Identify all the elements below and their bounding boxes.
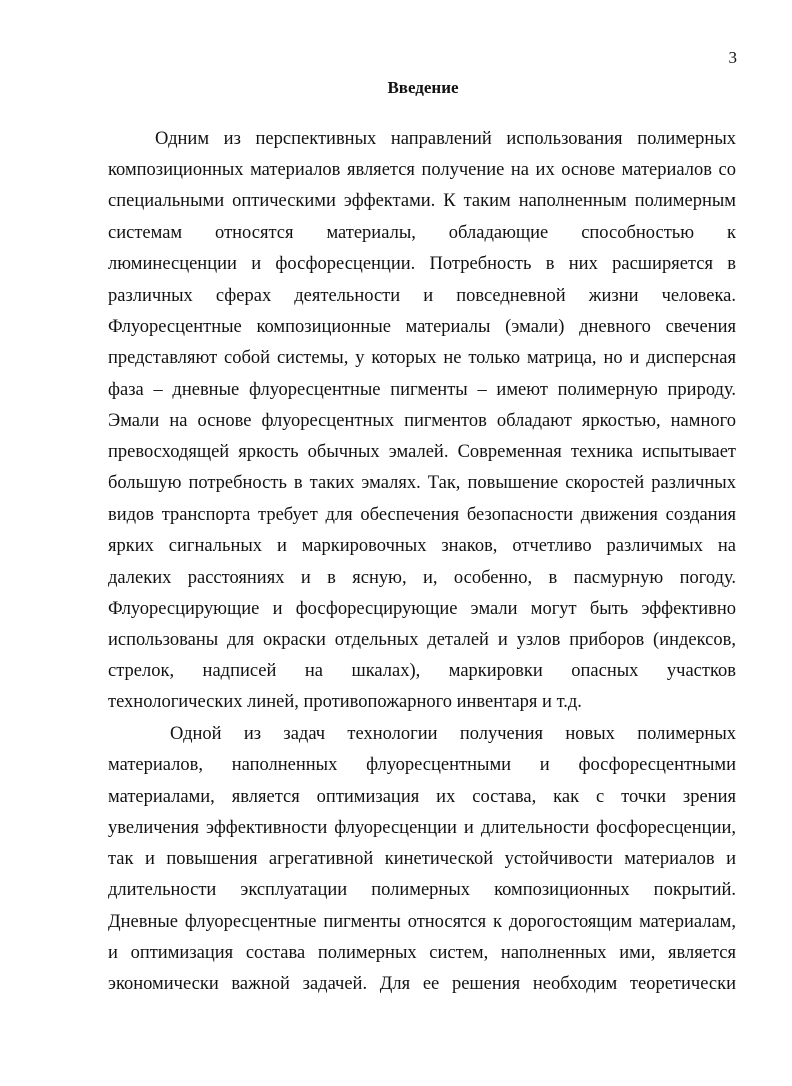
paragraph-2-line-8: и оптимизация состава полимерных систем, наполненных ими, является bbox=[108, 943, 736, 963]
paragraph-2-line-4: увеличения эффективности флуоресценции и длительности фосфоресценции, bbox=[108, 818, 736, 838]
paragraph-1-line-18: стрелок, надписей на шкалах), маркировки опасных участков bbox=[108, 661, 736, 681]
paragraph-1-line-4: системам относятся материалы, обладающие способностью к bbox=[108, 223, 736, 243]
paragraph-2-line-3: материалами, является оптимизация их состава, как с точки зрения bbox=[108, 787, 736, 807]
paragraph-1-line-16: Флуоресцирующие и фосфоресцирующие эмали могут быть эффективно bbox=[108, 599, 736, 619]
paragraph-2-line-6: длительности эксплуатации полимерных композиционных покрытий. bbox=[108, 880, 736, 900]
paragraph-1-line-14: ярких сигнальных и маркировочных знаков, отчетливо различимых на bbox=[108, 536, 736, 556]
paragraph-2-line-9: экономически важной задачей. Для ее решения необходим теоретически bbox=[108, 974, 736, 994]
paragraph-1-line-15: далеких расстояниях и в ясную, и, особенно, в пасмурную погоду. bbox=[108, 568, 736, 588]
paragraph-1-line-5: люминесценции и фосфоресценции. Потребность в них расширяется в bbox=[108, 254, 736, 274]
paragraph-1-line-17: использованы для окраски отдельных деталей и узлов приборов (индексов, bbox=[108, 630, 736, 650]
paragraph-1-line-19: технологических линей, противопожарного инвентаря и т.д. bbox=[108, 692, 582, 712]
paragraph-1-line-1: Одним из перспективных направлений использования полимерных bbox=[155, 129, 736, 149]
paragraph-1-line-9: фаза – дневные флуоресцентные пигменты – имеют полимерную природу. bbox=[108, 380, 736, 400]
paragraph-2-line-5: так и повышения агрегативной кинетической устойчивости материалов и bbox=[108, 849, 736, 869]
paragraph-1-line-11: превосходящей яркость обычных эмалей. Современная техника испытывает bbox=[108, 442, 736, 462]
paragraph-2-line-1: Одной из задач технологии получения новых полимерных bbox=[170, 724, 736, 744]
paragraph-2-line-2: материалов, наполненных флуоресцентными и фосфоресцентными bbox=[108, 755, 736, 775]
paragraph-2-line-7: Дневные флуоресцентные пигменты относятся к дорогостоящим материалам, bbox=[108, 912, 736, 932]
paragraph-1-line-3: специальными оптическими эффектами. К таким наполненным полимерным bbox=[108, 191, 736, 211]
paragraph-1-line-10: Эмали на основе флуоресцентных пигментов обладают яркостью, намного bbox=[108, 411, 736, 431]
paragraph-1-line-8: представляют собой системы, у которых не только матрица, но и дисперсная bbox=[108, 348, 736, 368]
paragraph-1-line-13: видов транспорта требует для обеспечения безопасности движения создания bbox=[108, 505, 736, 525]
paragraph-1-line-12: большую потребность в таких эмалях. Так, повышение скоростей различных bbox=[108, 473, 736, 493]
page-number: 3 bbox=[728, 48, 737, 67]
paragraph-1-line-2: композиционных материалов является получение на их основе материалов со bbox=[108, 160, 736, 180]
paragraph-1-line-7: Флуоресцентные композиционные материалы (эмали) дневного свечения bbox=[108, 317, 736, 337]
paragraph-1-line-6: различных сферах деятельности и повседневной жизни человека. bbox=[108, 286, 736, 306]
page-title: Введение bbox=[387, 78, 459, 97]
